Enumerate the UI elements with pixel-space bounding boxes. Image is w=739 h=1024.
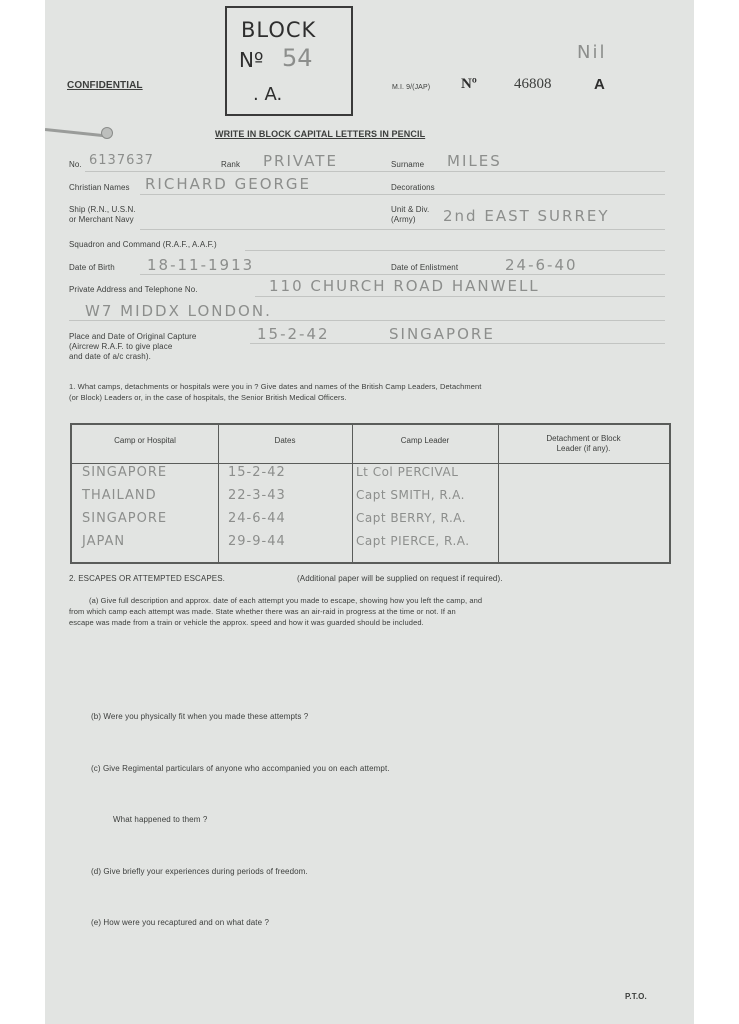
header-detachment-1: Detachment or Block	[546, 434, 621, 443]
stamp-suffix: . A.	[253, 84, 283, 105]
stamp-title: BLOCK	[241, 18, 317, 42]
q2-b: (b) Were you physically fit when you made these attempts ?	[91, 712, 309, 721]
address-value-2: W7 MIDDX LONDON.	[85, 302, 272, 320]
surname-value: MILES	[447, 152, 502, 170]
row3-camp: SINGAPORE	[82, 511, 168, 526]
form-number: 46808	[514, 76, 552, 92]
instruction-heading: WRITE IN BLOCK CAPITAL LETTERS IN PENCIL	[215, 129, 426, 139]
stamp-no-label: Nº	[239, 48, 264, 72]
enlist-label: Date of Enlistment	[391, 263, 459, 272]
punch-hole	[101, 127, 113, 139]
camp-table	[70, 423, 671, 564]
capture-label-1: Place and Date of Original Capture	[69, 332, 197, 341]
decorations-label: Decorations	[391, 183, 435, 192]
row3-date: 24-6-44	[228, 511, 286, 526]
rank-value: PRIVATE	[263, 152, 338, 170]
no-label: No.	[69, 160, 82, 169]
row1-leader: Lt Col PERCIVAL	[356, 465, 459, 479]
rank-label: Rank	[221, 160, 241, 169]
row2-leader: Capt SMITH, R.A.	[356, 488, 465, 502]
form-page	[45, 0, 694, 1024]
header-dates: Dates	[274, 436, 296, 445]
row2-camp: THAILAND	[82, 488, 157, 503]
row3-leader: Capt BERRY, R.A.	[356, 511, 467, 525]
address-value-1: 110 CHURCH ROAD HANWELL	[269, 277, 540, 295]
row2-date: 22-3-43	[228, 488, 286, 503]
header-camp: Camp or Hospital	[114, 436, 176, 445]
confidential-label: CONFIDENTIAL	[67, 80, 143, 91]
header-camp-leader: Camp Leader	[400, 436, 450, 445]
q2-heading: 2. ESCAPES OR ATTEMPTED ESCAPES.	[69, 574, 225, 583]
q2-c: (c) Give Regimental particulars of anyone who accompanied you on each attempt.	[91, 764, 390, 773]
q1-text-2: (or Block) Leaders or, in the case of hospitals, the Senior British Medical Officers.	[69, 393, 347, 402]
q2-heading-note: (Additional paper will be supplied on request if required).	[297, 574, 503, 583]
christian-label: Christian Names	[69, 183, 130, 192]
row4-camp: JAPAN	[82, 534, 126, 549]
block-stamp	[225, 6, 353, 116]
q2-a-3: escape was made from a train or vehicle the approx. speed and how it was guarded should be included.	[69, 618, 424, 627]
address-label: Private Address and Telephone No.	[69, 285, 198, 294]
row4-date: 29-9-44	[228, 534, 286, 549]
capture-label-2: (Aircrew R.A.F. to give place	[69, 342, 173, 351]
pto-label: P.T.O.	[625, 992, 647, 1001]
q2-e: (e) How were you recaptured and on what date ?	[91, 918, 270, 927]
surname-label: Surname	[391, 160, 425, 169]
ship-label-2: or Merchant Navy	[69, 215, 134, 224]
unit-label-2: (Army)	[391, 215, 416, 224]
q2-a-2: from which camp each attempt was made. State whether there was an air-raid in progress at the time or not. If an	[69, 607, 456, 616]
capture-date: 15-2-42	[257, 325, 330, 343]
form-no-label: Nº	[461, 76, 477, 92]
unit-label-1: Unit & Div.	[391, 205, 430, 214]
q2-a-1: (a) Give full description and approx. date of each attempt you made to escape, showing how you left the camp, and	[89, 596, 483, 605]
q1-text-1: 1. What camps, detachments or hospitals were you in ? Give dates and names of the British Camp Leaders, Detachment	[69, 382, 482, 391]
nil-note: Nil	[577, 42, 607, 63]
dob-value: 18-11-1913	[147, 256, 255, 274]
ship-label-1: Ship (R.N., U.S.N.	[69, 205, 136, 214]
squadron-label: Squadron and Command (R.A.F., A.A.F.)	[69, 240, 217, 249]
capture-label-3: and date of a/c crash).	[69, 352, 151, 361]
dob-label: Date of Birth	[69, 263, 115, 272]
row1-camp: SINGAPORE	[82, 465, 168, 480]
enlist-value: 24-6-40	[505, 256, 578, 274]
row1-date: 15-2-42	[228, 465, 286, 480]
form-ref: M.I. 9/(JAP)	[392, 84, 431, 91]
header-detachment-2: Leader (if any).	[556, 444, 611, 453]
row4-leader: Capt PIERCE, R.A.	[356, 534, 470, 548]
q2-c2: What happened to them ?	[113, 815, 208, 824]
christian-value: RICHARD GEORGE	[145, 175, 312, 193]
form-suffix: A	[594, 76, 605, 93]
capture-place: SINGAPORE	[389, 325, 495, 343]
no-value: 6137637	[89, 153, 154, 168]
unit-value: 2nd EAST SURREY	[443, 207, 610, 225]
stamp-no-value: 54	[282, 44, 313, 72]
q2-d: (d) Give briefly your experiences during periods of freedom.	[91, 867, 308, 876]
tag-string	[45, 128, 105, 137]
